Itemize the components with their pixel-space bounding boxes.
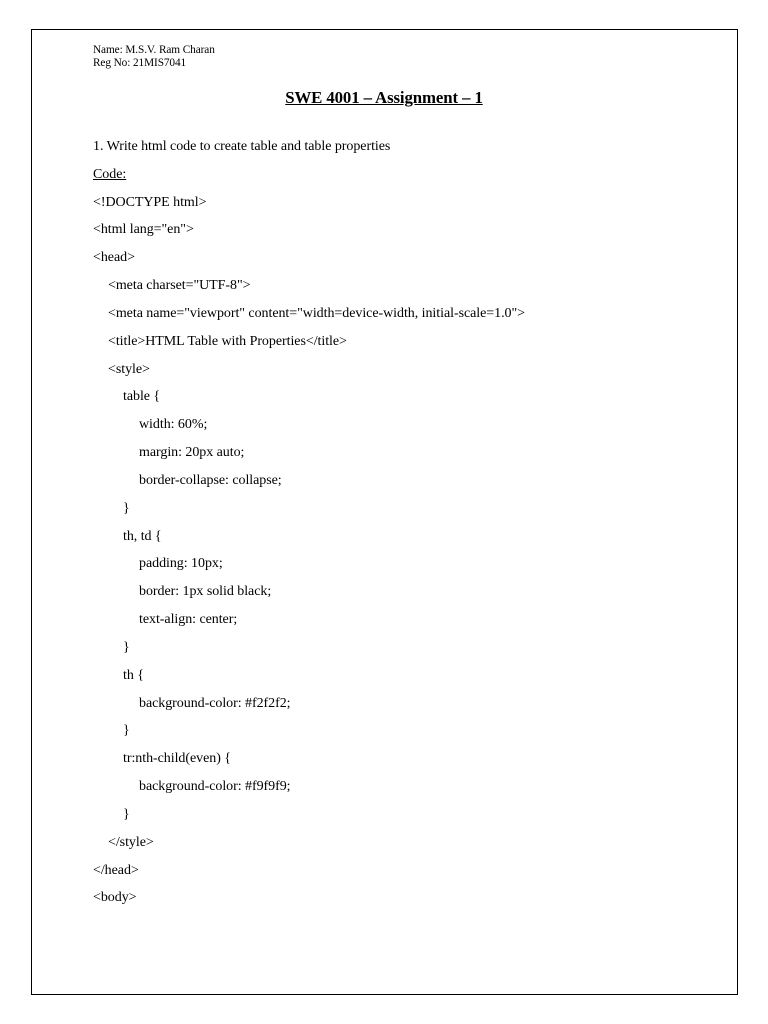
registration-number: Reg No: 21MIS7041 [93,56,187,69]
code-line: } [123,806,130,822]
code-line: </head> [93,862,139,878]
document-title: SWE 4001 – Assignment – 1 [285,88,483,107]
code-line: <meta charset="UTF-8"> [108,278,251,294]
code-line: tr:nth-child(even) { [123,751,231,767]
document-body [93,133,525,912]
code-line: text-align: center; [139,612,238,628]
code-line: <body> [93,890,137,906]
code-line: border: 1px solid black; [139,584,272,600]
code-line: th { [123,667,144,683]
code-line: margin: 20px auto; [139,445,245,461]
code-line: th, td { [123,528,162,544]
code-line: <meta name="viewport" content="width=device-width, initial-scale=1.0"> [108,305,526,321]
code-line: } [123,639,130,655]
code-label: Code: [93,166,127,182]
code-line: <style> [108,361,150,377]
code-line: } [123,723,130,739]
code-line: table { [123,389,161,405]
student-info [93,44,215,70]
code-line: } [123,500,130,516]
code-line: background-color: #f2f2f2; [139,695,291,711]
code-line: border-collapse: collapse; [139,472,282,488]
code-line: <title>HTML Table with Properties</title> [108,333,347,349]
code-line: background-color: #f9f9f9; [139,779,291,795]
student-name: Name: M.S.V. Ram Charan [93,43,215,56]
code-line: <head> [93,250,135,266]
code-line: </style> [108,834,154,850]
code-line: padding: 10px; [139,556,223,572]
code-line: width: 60%; [139,417,208,433]
code-line: <!DOCTYPE html> [93,194,207,210]
code-line: <html lang="en"> [93,222,194,238]
code-label-line [93,161,525,189]
question-text: 1. Write html code to create table and table properties [93,139,391,154]
